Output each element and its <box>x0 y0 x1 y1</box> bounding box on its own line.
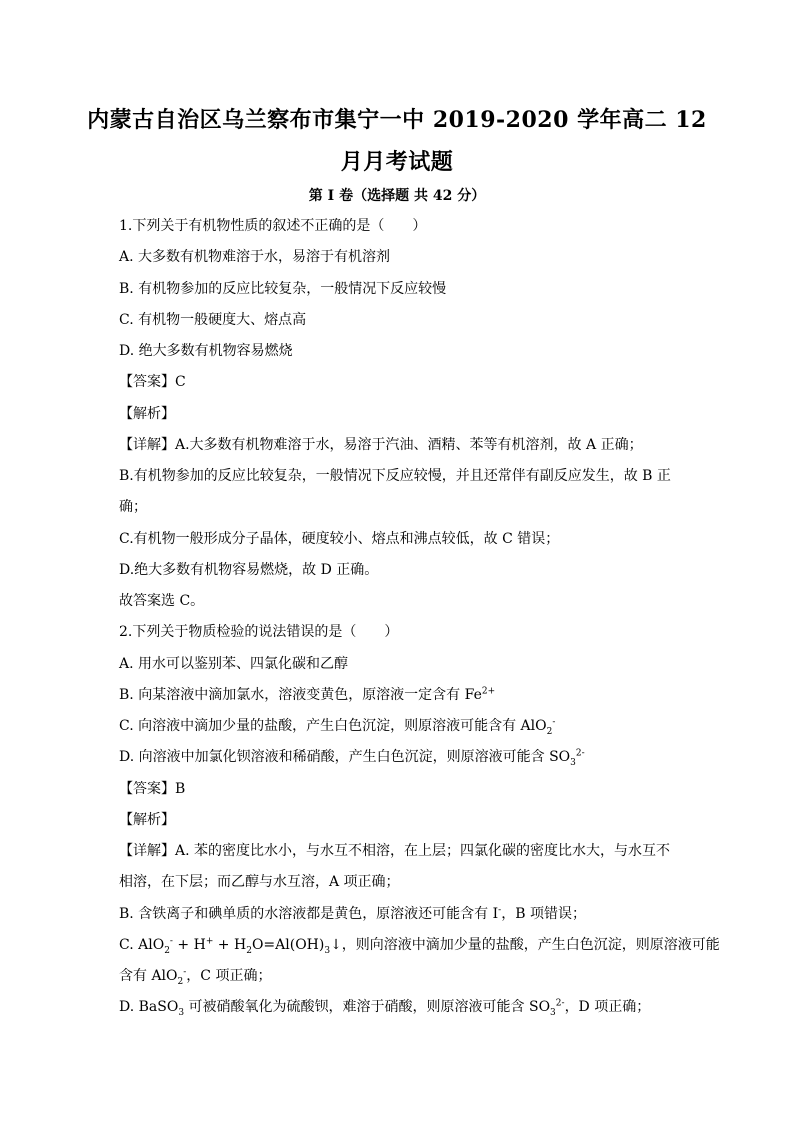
section-heading: 第 I 卷（选择题 共 42 分） <box>308 188 486 204</box>
question-1-detail-4: C.有机物一般形成分子晶体，硬度较小、熔点和沸点较低，故 C 错误； <box>119 531 560 547</box>
question-1-option-d: D. 绝大多数有机物容易燃烧 <box>119 343 293 359</box>
question-1-detail-1: 【详解】A.大多数有机物难溶于水，易溶于汽油、酒精、苯等有机溶剂，故 A 正确； <box>119 437 643 453</box>
question-2-stem: 2.下列关于物质检验的说法错误的是（ ） <box>119 624 399 640</box>
question-2-analysis-heading: 【解析】 <box>119 812 175 828</box>
question-2-answer: 【答案】B <box>119 781 186 797</box>
question-2-detail-6: D. BaSO$_3$ 可被硝酸氧化为硫酸钡，难溶于硝酸，则原溶液可能含 $SO_3^{2-}$，D 项正确； <box>119 998 651 1018</box>
question-1-detail-2: B.有机物参加的反应比较复杂，一般情况下反应较慢，并且还常伴有副反应发生，故 B 正 <box>119 468 671 484</box>
question-2-detail-2: 相溶，在下层；而乙醇与水互溶，A 项正确； <box>119 874 400 890</box>
question-2-detail-3: B. 含铁离子和碘单质的水溶液都是黄色，原溶液还可能含有 I-，B 项错误； <box>119 905 586 922</box>
question-1-stem: 1.下列关于有机物性质的叙述不正确的是（ ） <box>119 218 427 234</box>
question-2-option-c: C. 向溶液中滴加少量的盐酸，产生白色沉淀，则原溶液可能含有 AlO$_2$- <box>119 717 556 737</box>
question-1-detail-3: 确； <box>119 499 147 515</box>
question-1-answer: 【答案】C <box>119 374 186 390</box>
question-2-option-d: D. 向溶液中加氯化钡溶液和稀硝酸，产生白色沉淀，则原溶液可能含 $SO_3^{2-}$ <box>119 748 585 768</box>
question-1-option-b: B. 有机物参加的反应比较复杂，一般情况下反应较慢 <box>119 281 447 297</box>
question-2-option-a: A. 用水可以鉴别苯、四氯化碳和乙醇 <box>119 656 349 672</box>
question-1-analysis-heading: 【解析】 <box>119 406 175 422</box>
question-1-option-c: C. 有机物一般硬度大、熔点高 <box>119 312 307 328</box>
page-title-line-1: 内蒙古自治区乌兰察布市集宁一中 2019-2020 学年高二 12 <box>87 107 707 133</box>
question-1-detail-5: D.绝大多数有机物容易燃烧，故 D 正确。 <box>119 562 379 578</box>
question-2-detail-5: 含有 AlO$_2$-，C 项正确； <box>119 967 272 987</box>
question-2-detail-4: C. $AlO_2^- + H^+ + H_2O=Al(OH)_3↓$，则向溶液中滴加少量的盐酸，产生白色沉淀，则原溶液可能 <box>119 936 720 956</box>
question-1-option-a: A. 大多数有机物难溶于水，易溶于有机溶剂 <box>119 249 391 265</box>
question-1-conclusion: 故答案选 C。 <box>119 593 205 609</box>
question-2-option-b: B. 向某溶液中滴加氯水，溶液变黄色，原溶液一定含有 $Fe^{2+}$ <box>119 686 496 703</box>
page-title-line-2: 月月考试题 <box>340 149 454 175</box>
question-2-detail-1: 【详解】A. 苯的密度比水小，与水互不相溶，在上层；四氯化碳的密度比水大，与水互不 <box>119 843 671 859</box>
